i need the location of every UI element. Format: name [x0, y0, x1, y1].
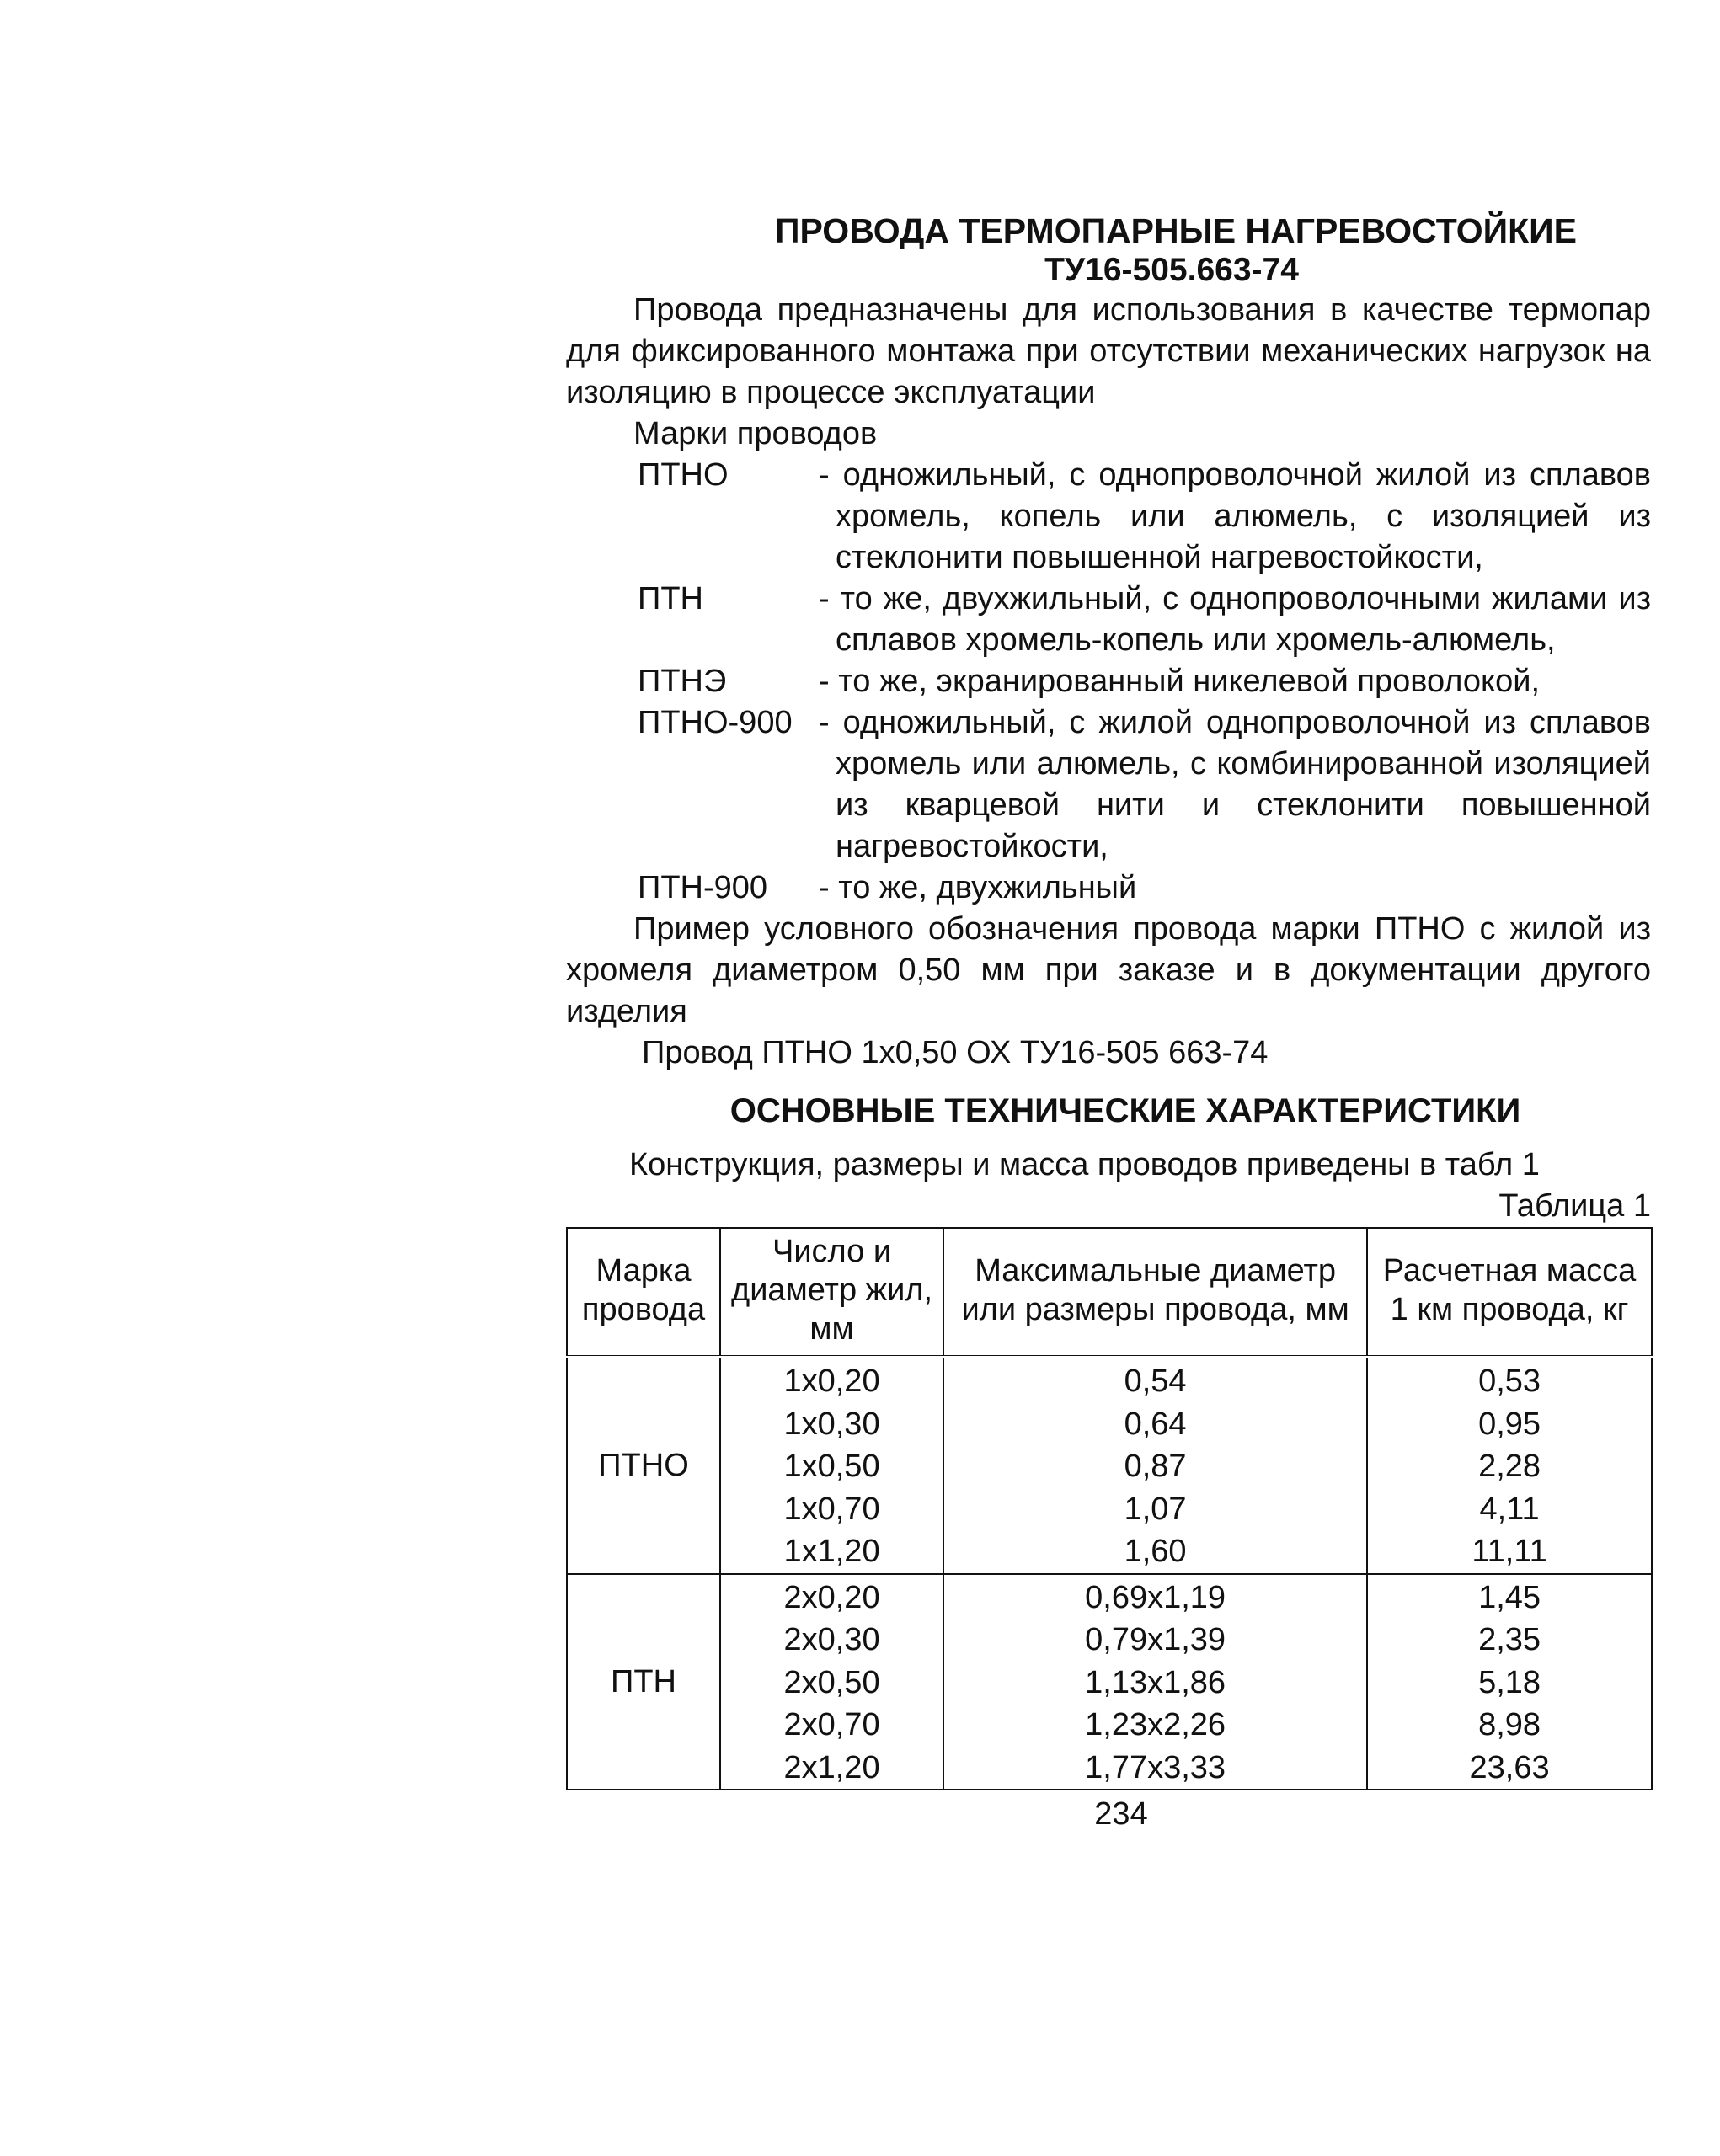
mark-item	[566, 455, 1651, 579]
conductors-cell	[720, 1357, 943, 1574]
wire-specs-table	[566, 1227, 1653, 1790]
table-value: 5,18	[1478, 1664, 1541, 1700]
table-value: 1х0,20	[783, 1364, 880, 1399]
table-value: 2,35	[1478, 1622, 1541, 1657]
table-value: 4,11	[1479, 1491, 1540, 1527]
section-title: ОСНОВНЫЕ ТЕХНИЧЕСКИЕ ХАРАКТЕРИСТИКИ	[729, 1092, 1521, 1129]
table-value: 0,64	[1124, 1406, 1187, 1442]
table-value: 1х1,20	[783, 1534, 880, 1569]
table-row	[567, 1357, 1652, 1574]
mark-code: ПТН-900	[638, 870, 768, 905]
table-body	[567, 1357, 1652, 1790]
table-value: 2х0,50	[783, 1664, 880, 1700]
table-value: 1х0,30	[783, 1406, 880, 1442]
mark-description: - одножильный, с однопроволочной жилой из сплавов хромель, копель или алюмель, с изоляцией из стеклонити повышенной нагревостойкости,	[819, 457, 1651, 575]
header-diameter: Максимальные диаметр или размеры провода, мм	[943, 1228, 1367, 1357]
table-value: 1,23х2,26	[1085, 1707, 1226, 1742]
document-title: ПРОВОДА ТЕРМОПАРНЫЕ НАГРЕВОСТОЙКИЕ	[775, 211, 1577, 250]
table-value: 0,53	[1478, 1364, 1541, 1399]
mark-item	[566, 579, 1651, 661]
table-value: 2,28	[1478, 1449, 1541, 1484]
table-value: 2х1,20	[783, 1749, 880, 1785]
header-mark: Марка провода	[567, 1228, 720, 1357]
table-note: Конструкция, размеры и масса проводов приведены в табл 1	[629, 1147, 1540, 1182]
table-value: 0,95	[1478, 1406, 1541, 1442]
table-value: 0,54	[1124, 1364, 1187, 1399]
table-header-row	[567, 1228, 1652, 1357]
mark-item	[566, 661, 1651, 702]
table-value: 11,11	[1472, 1534, 1547, 1569]
table-row	[567, 1574, 1652, 1790]
mark-item	[566, 867, 1651, 909]
diameter-cell	[943, 1357, 1367, 1574]
mark-description: - одножильный, с жилой однопроволочной из сплавов хромель или алюмель, с комбинированной изоляцией из кварцевой нити и стеклонити повышенной нагревостойкости,	[819, 705, 1651, 864]
page-number: 234	[1094, 1796, 1148, 1832]
intro-paragraph: Провода предназначены для использования в качестве термопар для фиксированного монтажа при отсутствии механических нагрузок на изоляцию в процессе эксплуатации	[566, 292, 1651, 410]
table-label: Таблица 1	[1498, 1188, 1651, 1224]
table-value: 2х0,70	[783, 1707, 880, 1742]
mark-description: - то же, экранированный никелевой проволокой,	[819, 664, 1541, 699]
table-value: 0,87	[1124, 1449, 1187, 1484]
header-mass: Расчетная масса 1 км провода, кг	[1367, 1228, 1652, 1357]
table-value: 1,45	[1478, 1579, 1541, 1615]
mark-cell: ПТН	[567, 1574, 720, 1790]
conductors-cell	[720, 1574, 943, 1790]
table-value: 0,79х1,39	[1085, 1622, 1226, 1657]
table-value: 2х0,20	[783, 1579, 880, 1615]
mark-code: ПТНЭ	[638, 664, 727, 699]
mass-cell	[1367, 1574, 1652, 1790]
table-value: 2х0,30	[783, 1622, 880, 1657]
mark-description: - то же, двухжильный, с однопроволочными жилами из сплавов хромель-копель или хромель-алюмель,	[819, 581, 1651, 658]
mark-code: ПТН	[638, 581, 703, 616]
table-value: 1,77х3,33	[1085, 1749, 1226, 1785]
table-value: 8,98	[1478, 1707, 1541, 1742]
document-page	[566, 211, 1651, 1835]
example-designation: Провод ПТНО 1х0,50 ОХ ТУ16-505 663-74	[642, 1035, 1269, 1070]
header-conductors: Число и диаметр жил, мм	[720, 1228, 943, 1357]
mass-cell	[1367, 1357, 1652, 1574]
example-intro: Пример условного обозначения провода марки ПТНО с жилой из хромеля диаметром 0,50 мм при заказе и в документации другого изделия	[566, 911, 1651, 1029]
mark-cell: ПТНО	[567, 1357, 720, 1574]
table-value: 1х0,50	[783, 1449, 880, 1484]
document-standard: ТУ16-505.663-74	[1044, 252, 1299, 288]
table-value: 1,13х1,86	[1085, 1664, 1226, 1700]
table-value: 1,07	[1124, 1491, 1187, 1527]
table-value: 1х0,70	[783, 1491, 880, 1527]
mark-code: ПТНО	[638, 457, 729, 493]
mark-description: - то же, двухжильный	[819, 870, 1137, 905]
table-value: 1,60	[1124, 1534, 1187, 1569]
mark-code: ПТНО-900	[638, 705, 793, 740]
mark-item	[566, 702, 1651, 867]
diameter-cell	[943, 1574, 1367, 1790]
marks-heading: Марки проводов	[633, 416, 878, 451]
table-value: 0,69х1,19	[1085, 1579, 1226, 1615]
table-value: 23,63	[1469, 1749, 1550, 1785]
